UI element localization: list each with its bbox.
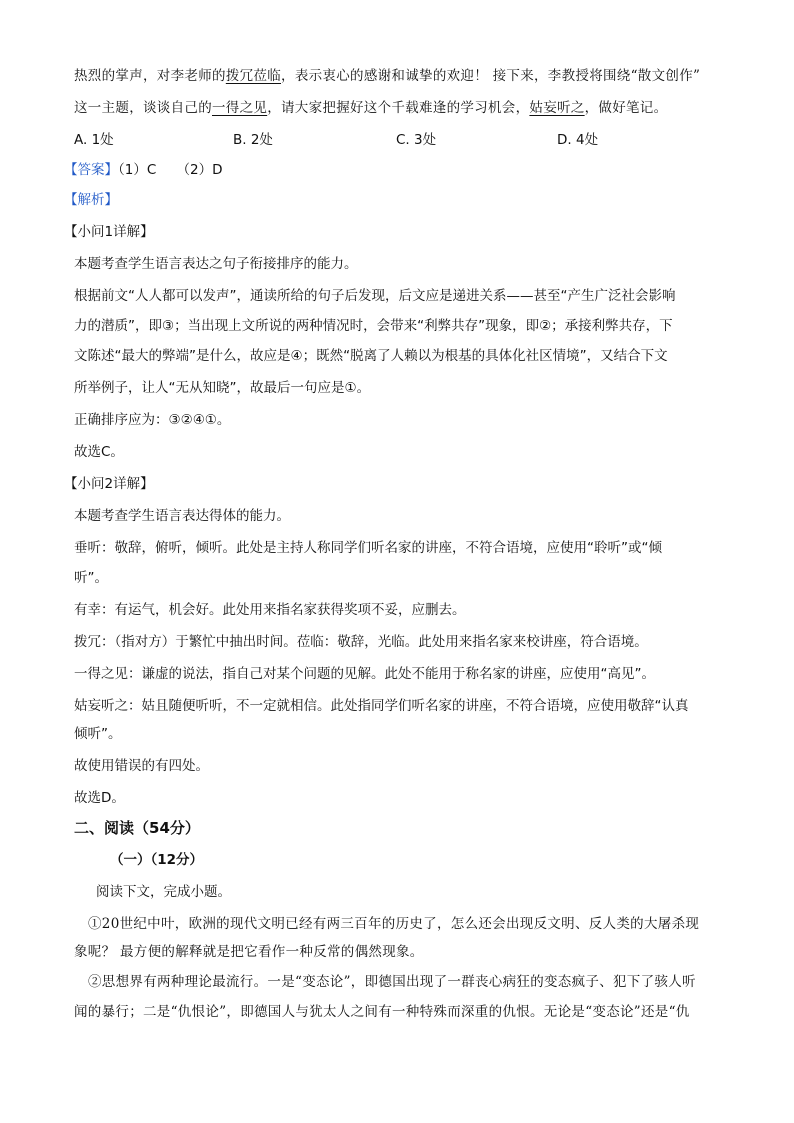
reading-paragraph-1-line: 象呢？ 最方便的解释就是把它看作一种反常的偶然现象。 — [74, 944, 424, 960]
q2-line: 有幸：有运气，机会好。此处用来指名家获得奖项不妥，应删去。 — [74, 602, 466, 618]
analysis-tag: 【解析】 — [64, 192, 118, 208]
reading-paragraph-2-line: ②思想界有两种理论最流行。一是“变态论”，即德国出现了一群丧心病狂的变态疯子、犯下了骇人听 — [88, 974, 696, 990]
option-b: B. 2处 — [233, 132, 273, 148]
underlined-phrase: 拨冗莅临 — [225, 68, 282, 84]
q2-line: 故选D。 — [74, 790, 125, 806]
underlined-phrase: 姑妄听之 — [529, 100, 585, 116]
q2-line: 倾听”。 — [74, 726, 122, 742]
answer-tag: 【答案】 — [64, 162, 118, 178]
passage-line-2: 这一主题，谈谈自己的一得之见，请大家把握好这个千载难逢的学习机会，姑妄听之，做好笔记。 — [74, 100, 668, 116]
reading-paragraph-1-line: ①20世纪中叶，欧洲的现代文明已经有两三百年的历史了，怎么还会出现反文明、反人类的大屠杀现 — [88, 916, 700, 932]
q2-line: 听”。 — [74, 570, 108, 586]
q1-line: 故选C。 — [74, 444, 124, 460]
passage-line-1: 热烈的掌声，对李老师的拨冗莅临，表示衷心的感谢和诚挚的欢迎！ 接下来，李教授将围绕“散文创作” — [74, 68, 701, 84]
answer-line — [64, 160, 734, 180]
q2-line: 垂听：敬辞，俯听，倾听。此处是主持人称同学们听名家的讲座，不符合语境，应使用“聆听”或“倾 — [74, 540, 662, 556]
q2-line: 姑妄听之：姑且随便听听，不一定就相信。此处指同学们听名家的讲座，不符合语境，应使用敬辞“认真 — [74, 698, 689, 714]
q1-heading: 【小问1详解】 — [64, 224, 154, 240]
subsection-title: （一）（12分） — [110, 852, 204, 868]
q1-line: 所举例子，让人“无从知晓”，故最后一句应是①。 — [74, 380, 371, 396]
q1-line: 力的潜质”，即③；当出现上文所说的两种情况时，会带来“利弊共存”现象，即②；承接利弊共存，下 — [74, 318, 673, 334]
q2-line: 故使用错误的有四处。 — [74, 758, 209, 774]
q2-line: 一得之见：谦虚的说法，指自己对某个问题的见解。此处不能用于称名家的讲座，应使用“高见”。 — [74, 666, 655, 682]
answer-text: （1）C （2）D — [118, 162, 223, 178]
option-d: D. 4处 — [557, 132, 599, 148]
q1-line: 正确排序应为：③②④①。 — [74, 412, 231, 428]
section-title: 二、阅读（54分） — [74, 819, 200, 837]
q1-line: 本题考查学生语言表达之句子衔接排序的能力。 — [74, 256, 358, 272]
q2-line: 本题考查学生语言表达得体的能力。 — [74, 508, 290, 524]
q2-line: 拨冗：（指对方）于繁忙中抽出时间。莅临：敬辞，光临。此处用来指名家来校讲座，符合语境。 — [74, 634, 648, 650]
q1-line: 文陈述“最大的弊端”是什么，故应是④；既然“脱离了人赖以为根基的具体化社区情境”，又结合下文 — [74, 348, 668, 364]
option-c: C. 3处 — [396, 132, 437, 148]
instruction: 阅读下文，完成小题。 — [96, 884, 231, 900]
option-a: A. 1处 — [74, 132, 114, 148]
reading-paragraph-2-line: 闻的暴行；二是“仇恨论”，即德国人与犹太人之间有一种特殊而深重的仇恨。无论是“变态论”还是“仇 — [74, 1004, 690, 1020]
underlined-phrase: 一得之见 — [212, 100, 268, 116]
q1-line: 根据前文“人人都可以发声”，通读所给的句子后发现，后文应是递进关系——甚至“产生广泛社会影响 — [74, 288, 676, 304]
q2-heading: 【小问2详解】 — [64, 476, 154, 492]
